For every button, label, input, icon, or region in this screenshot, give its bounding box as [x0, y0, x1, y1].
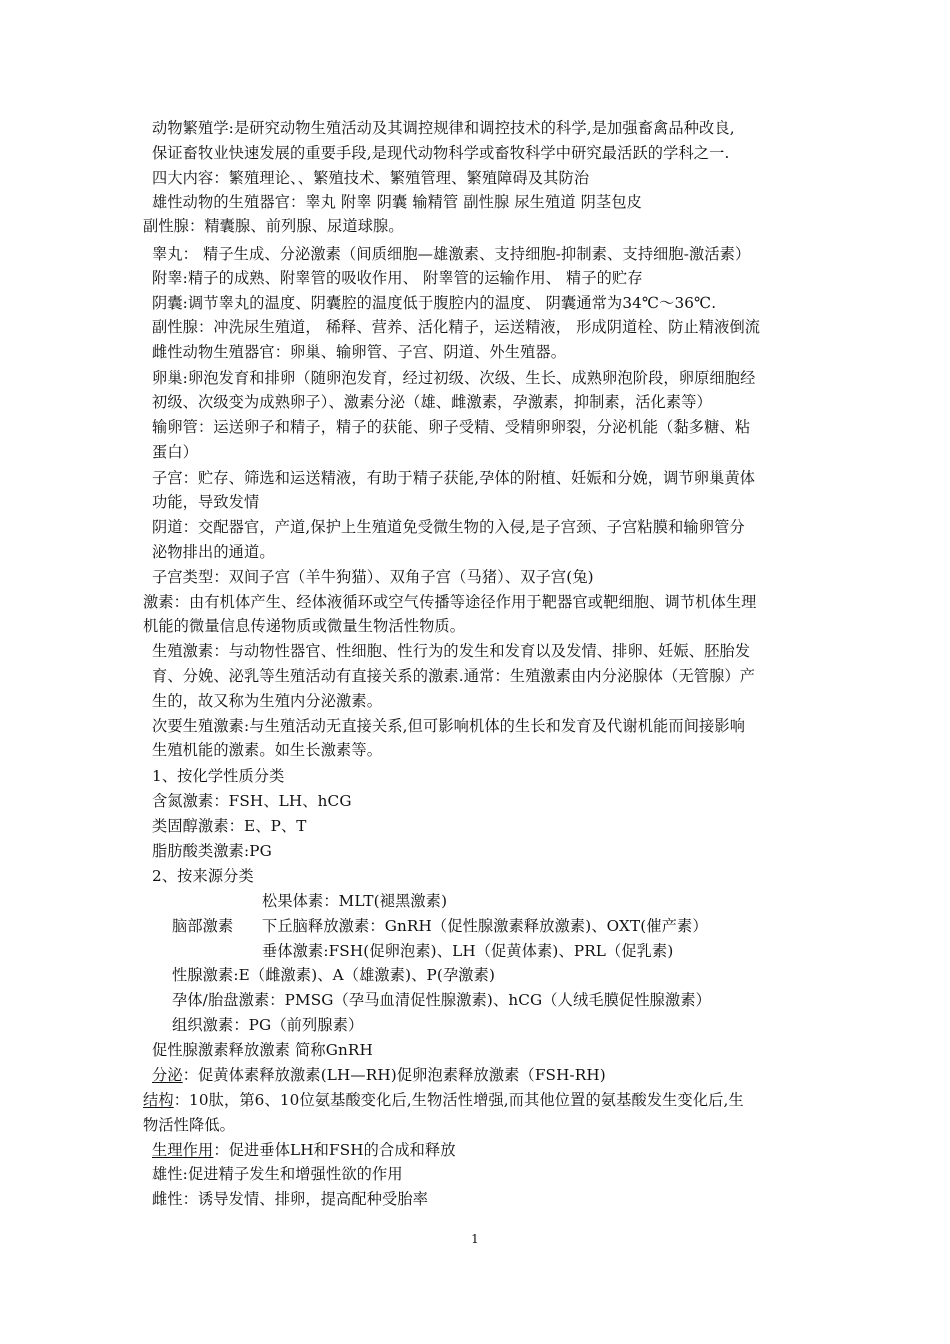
text-line: 生殖激素：与动物性器官、性细胞、性行为的发生和发育以及发情、排卵、妊娠、胚胎发 [152, 642, 751, 660]
text-line: 含氮激素：FSH、LH、hCG [152, 792, 352, 810]
text-line: 脂肪酸类激素:PG [152, 842, 272, 860]
text-line: 2、按来源分类 [152, 867, 254, 885]
text-line: 1、按化学性质分类 [152, 767, 285, 785]
text-line: 生的，故又称为生殖内分泌激素。 [152, 692, 383, 710]
text-line: 下丘脑释放激素：GnRH（促性腺激素释放激素)、OXT(催产素） [262, 917, 708, 935]
text-line: 机能的微量信息传递物质或微量生物活性物质。 [143, 617, 466, 635]
text-line: 蛋白） [152, 443, 199, 461]
text-line: 类固醇激素：E、P、T [152, 817, 307, 835]
text-line: 组织激素：PG（前列腺素） [172, 1016, 364, 1034]
text-line: 激素：由有机体产生、经体液循环或空气传播等途径作用于靶器官或靶细胞、调节机体生理 [143, 593, 757, 611]
text-line: 卵巢:卵泡发育和排卵（随卵泡发育，经过初级、次级、生长、成熟卵泡阶段，卵原细胞经 [152, 369, 756, 387]
text-line: 睾丸： 精子生成、分泌激素（间质细胞—雄激素、支持细胞-抑制素、支持细胞-激活素） [152, 245, 751, 263]
underlined-term: 结构 [143, 1091, 174, 1109]
text-line: 雌性动物生殖器官：卵巢、输卵管、子宫、阴道、外生殖器。 [152, 343, 567, 361]
text-line: 次要生殖激素:与生殖活动无直接关系,但可影响机体的生长和发育及代谢机能而间接影响 [152, 717, 746, 735]
text-line: 雄性:促进精子发生和增强性欲的作用 [152, 1165, 403, 1183]
text-line: 松果体素：MLT(褪黑激素) [262, 892, 448, 910]
text-line: 阴囊:调节睾丸的温度、阴囊腔的温度低于腹腔内的温度、 阴囊通常为34℃～36℃. [152, 294, 717, 312]
text-line: 动物繁殖学:是研究动物生殖活动及其调控规律和调控技术的科学,是加强畜禽品种改良, [152, 119, 735, 137]
page-number: 1 [471, 1232, 479, 1246]
text-line: 功能，导致发情 [152, 493, 260, 511]
text-line: 雄性动物的生殖器官：睾丸 附睾 阴囊 输精管 副性腺 尿生殖道 阴茎包皮 [152, 193, 642, 211]
text-line: 分泌：促黄体素释放激素(LH—RH)促卵泡素释放激素（FSH-RH) [152, 1066, 606, 1084]
text-line: 促性腺激素释放激素 简称GnRH [152, 1041, 373, 1059]
text-line: 保证畜牧业快速发展的重要手段,是现代动物科学或畜牧科学中研究最活跃的学科之一. [152, 144, 730, 162]
text-line: 子宫类型：双间子宫（羊牛狗猫）、双角子宫（马猪）、双子宫(兔) [152, 568, 594, 586]
text-line: 垂体激素:FSH(促卵泡素)、LH（促黄体素)、PRL（促乳素) [262, 942, 674, 960]
text-line: 结构：10肽，第6、10位氨基酸变化后,生物活性增强,而其他位置的氨基酸发生变化后,生 [143, 1091, 744, 1109]
underlined-term: 分泌 [152, 1066, 183, 1084]
text-line: 四大内容：繁殖理论、、繁殖技术、繁殖管理、繁殖障碍及其防治 [152, 169, 590, 187]
text-line: 输卵管：运送卵子和精子，精子的获能、卵子受精、受精卵卵裂，分泌机能（黏多糖、粘 [152, 418, 751, 436]
text-line: 生理作用：促进垂体LH和FSH的合成和释放 [152, 1141, 456, 1159]
text-line: 副性腺：精囊腺、前列腺、尿道球腺。 [143, 217, 404, 235]
text-line: 生殖机能的激素。如生长激素等。 [152, 741, 383, 759]
text-line: 雌性：诱导发情、排卵，提高配种受胎率 [152, 1190, 429, 1208]
text-line: 副性腺：冲洗尿生殖道， 稀释、营养、活化精子，运送精液， 形成阴道栓、防止精液倒流 [152, 318, 761, 336]
text-line: 阴道：交配器官，产道,保护上生殖道免受微生物的入侵,是子宫颈、子宫粘膜和输卵管分 [152, 518, 745, 536]
text-line: 子宫：贮存、筛选和运送精液，有助于精子获能,孕体的附植、妊娠和分娩，调节卵巢黄体 [152, 469, 756, 487]
text-line: 附睾:精子的成熟、附睾管的吸收作用、 附睾管的运输作用、 精子的贮存 [152, 269, 643, 287]
text-line: 育、分娩、泌乳等生殖活动有直接关系的激素.通常：生殖激素由内分泌腺体（无管腺）产 [152, 667, 756, 685]
underlined-term: 生理作用 [152, 1141, 214, 1159]
text-line: 初级、次级变为成熟卵子）、激素分泌（雄、雌激素，孕激素，抑制素，活化素等） [152, 393, 712, 411]
text-line: 泌物排出的通道。 [152, 543, 275, 561]
text-line: 物活性降低。 [143, 1116, 236, 1134]
text-line: 孕体/胎盘激素：PMSG（孕马血清促性腺激素)、hCG（人绒毛膜促性腺激素） [172, 991, 712, 1009]
text-line: 脑部激素 [172, 917, 234, 935]
text-line: 性腺激素:E（雌激素)、A（雄激素)、P(孕激素) [172, 966, 496, 984]
